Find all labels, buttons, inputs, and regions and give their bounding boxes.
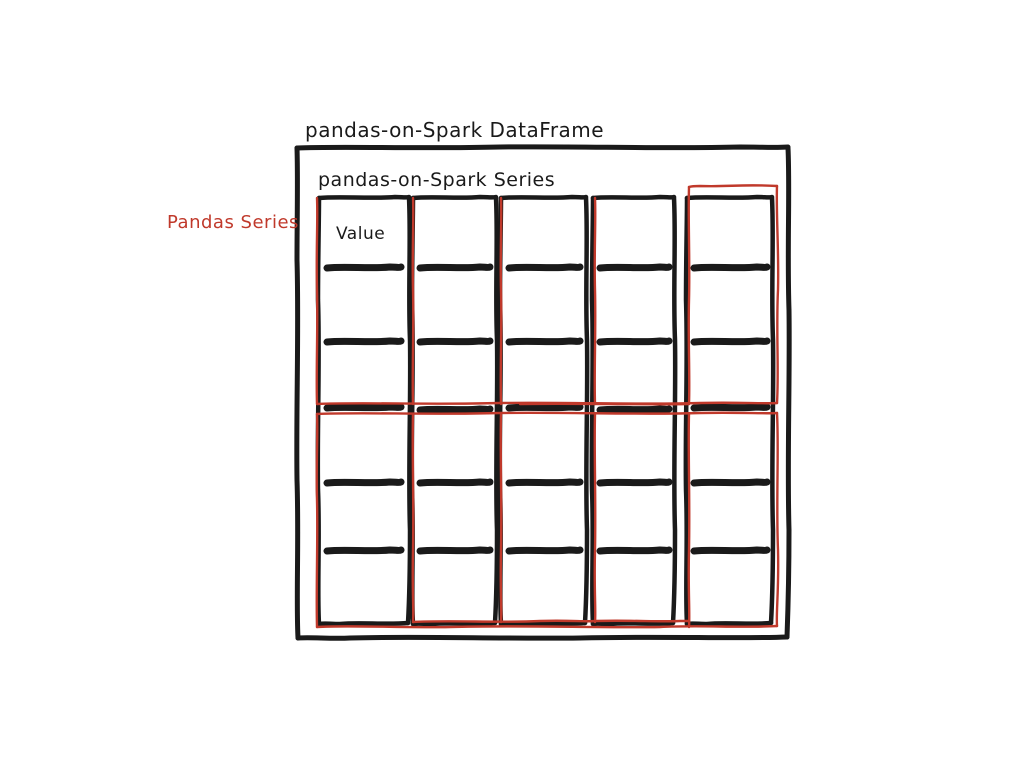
pandas-series-highlight-lower (317, 413, 778, 627)
dataframe-outer-box (297, 147, 789, 638)
pandas-on-spark-series-title: pandas-on-Spark Series (318, 169, 556, 191)
partition-divider (327, 407, 767, 410)
pandas-series-label: Pandas Series (167, 212, 299, 233)
value-cell-label: Value (336, 224, 386, 244)
pandas-series-highlight-upper (317, 185, 778, 404)
dataframe-title: pandas-on-Spark DataFrame (305, 118, 605, 142)
